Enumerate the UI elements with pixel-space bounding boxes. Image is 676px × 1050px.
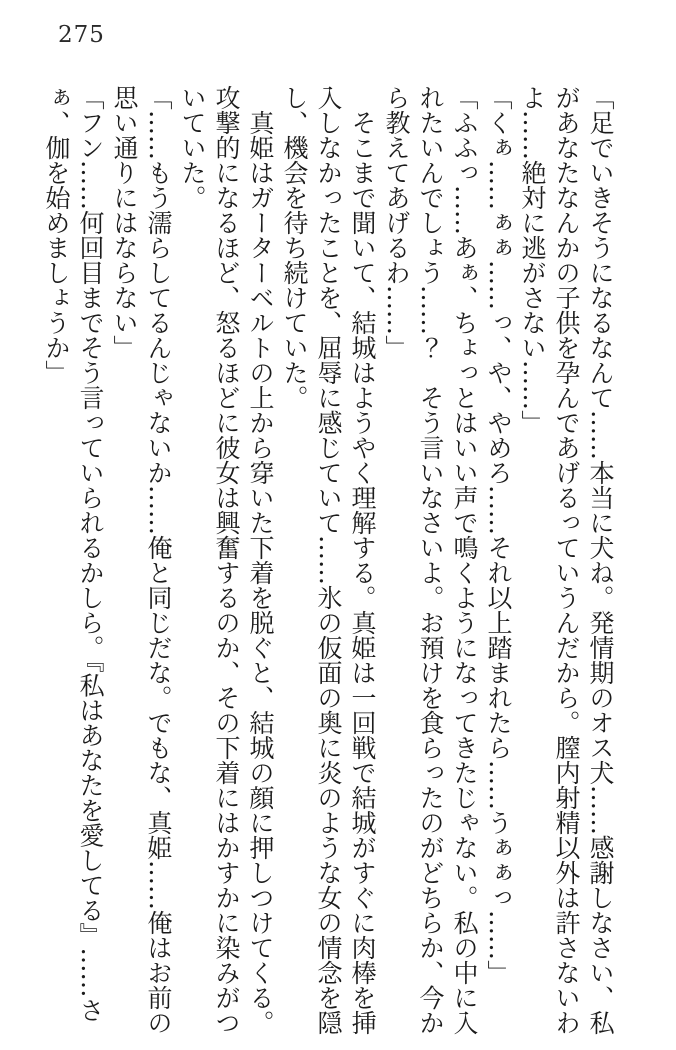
text-column: れたいんでしょう……？ そう言いなさいよ。お預けを食らったのがどちらか、今か (416, 85, 445, 1035)
page-number: 275 (58, 22, 105, 48)
text-column: いていた。 (178, 85, 207, 210)
text-body (39, 85, 617, 1045)
text-column: 「……もう濡らしてるんじゃないか……俺と同じだな。でもな、真姫……俺はお前の (144, 85, 173, 1035)
text-column: ら教えてあげるわ……」 (382, 85, 411, 360)
text-column: よ……絶対に逃がさない……」 (518, 85, 547, 435)
text-column: し、機会を待ち続けていた。 (280, 85, 309, 410)
text-column: 入しなかったことを、屈辱に感じていて……氷の仮面の奥に炎のような女の情念を隠 (314, 85, 343, 1035)
text-column: 「フン……何回目までそう言っていられるかしら。『私はあなたを愛してる』……さ (76, 85, 105, 1023)
text-column: 「くぁ……ぁぁ……っ、や、やめろ……それ以上踏まれたら……うぁぁっ……」 (484, 85, 513, 985)
text-column: があなたなんかの子供を孕んであげるっていうんだから。膣内射精以外は許さないわ (552, 85, 581, 1035)
text-column: ぁ、伽を始めましょうか」 (42, 85, 71, 385)
text-column: 思い通りにはならない」 (110, 85, 139, 360)
text-column: 攻撃的になるほど、怒るほどに彼女は興奮するのか、その下着にはかすかに染みがつ (212, 85, 241, 1035)
text-column: そこまで聞いて、結城はようやく理解する。真姫は一回戦で結城がすぐに肉棒を挿 (348, 85, 377, 1035)
text-column: 「ふふっ……あぁ、ちょっとはいい声で鳴くようになってきたじゃない。私の中に入 (450, 85, 479, 1035)
text-column: 真姫はガーターベルトの上から穿いた下着を脱ぐと、結城の顔に押しつけてくる。 (246, 85, 275, 1035)
text-column: 「足でいきそうになるなんて……本当に犬ね。発情期のオス犬……感謝しなさい、私 (586, 85, 615, 1035)
